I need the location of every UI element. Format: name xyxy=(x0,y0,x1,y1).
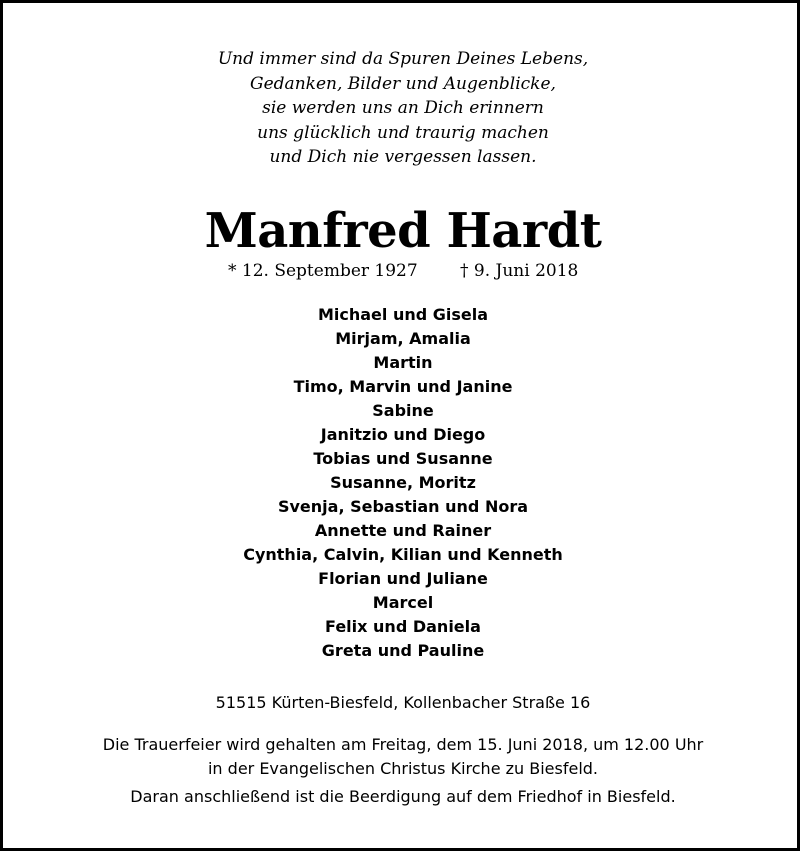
mourners-list xyxy=(3,303,800,663)
mourner-entry: Florian und Juliane xyxy=(318,569,488,588)
mourner-entry: Timo, Marvin und Janine xyxy=(293,377,513,396)
funeral-details xyxy=(3,733,800,809)
poem-line: uns glücklich und traurig machen xyxy=(257,122,549,143)
deceased-name: Manfred Hardt xyxy=(204,203,602,259)
memorial-poem xyxy=(3,47,800,170)
mourner-entry: Annette und Rainer xyxy=(314,521,492,540)
mourner-entry: Mirjam, Amalia xyxy=(335,329,471,348)
mourner-entry: Sabine xyxy=(372,401,434,420)
mourner-entry: Michael und Gisela xyxy=(317,305,489,324)
mourner-entry: Cynthia, Calvin, Kilian und Kenneth xyxy=(243,545,563,564)
mourner-entry: Susanne, Moritz xyxy=(330,473,476,492)
mourner-entry: Tobias und Susanne xyxy=(313,449,493,468)
mourner-entry: Greta und Pauline xyxy=(321,641,485,660)
poem-line: Und immer sind da Spuren Deines Lebens, xyxy=(217,49,589,69)
funeral-service-line: Die Trauerfeier wird gehalten am Freitag, dem 15. Juni 2018, um 12.00 Uhr xyxy=(102,735,704,754)
burial-line: Daran anschließend ist die Beerdigung auf dem Friedhof in Biesfeld. xyxy=(130,787,676,806)
family-address: 51515 Kürten-Biesfeld, Kollenbacher Straße 16 xyxy=(215,693,591,712)
birth-date: * 12. September 1927 xyxy=(228,261,418,281)
mourner-entry: Marcel xyxy=(372,593,434,612)
mourner-entry: Felix und Daniela xyxy=(325,617,481,636)
funeral-location-line: in der Evangelischen Christus Kirche zu Biesfeld. xyxy=(207,759,599,778)
poem-line: und Dich nie vergessen lassen. xyxy=(269,147,537,167)
mourner-entry: Svenja, Sebastian und Nora xyxy=(277,497,529,516)
mourner-entry: Martin xyxy=(373,353,433,372)
death-date: † 9. Juni 2018 xyxy=(460,261,579,281)
poem-line: Gedanken, Bilder und Augenblicke, xyxy=(250,73,556,94)
mourner-entry: Janitzio und Diego xyxy=(320,425,486,444)
poem-line: sie werden uns an Dich erinnern xyxy=(262,98,544,118)
